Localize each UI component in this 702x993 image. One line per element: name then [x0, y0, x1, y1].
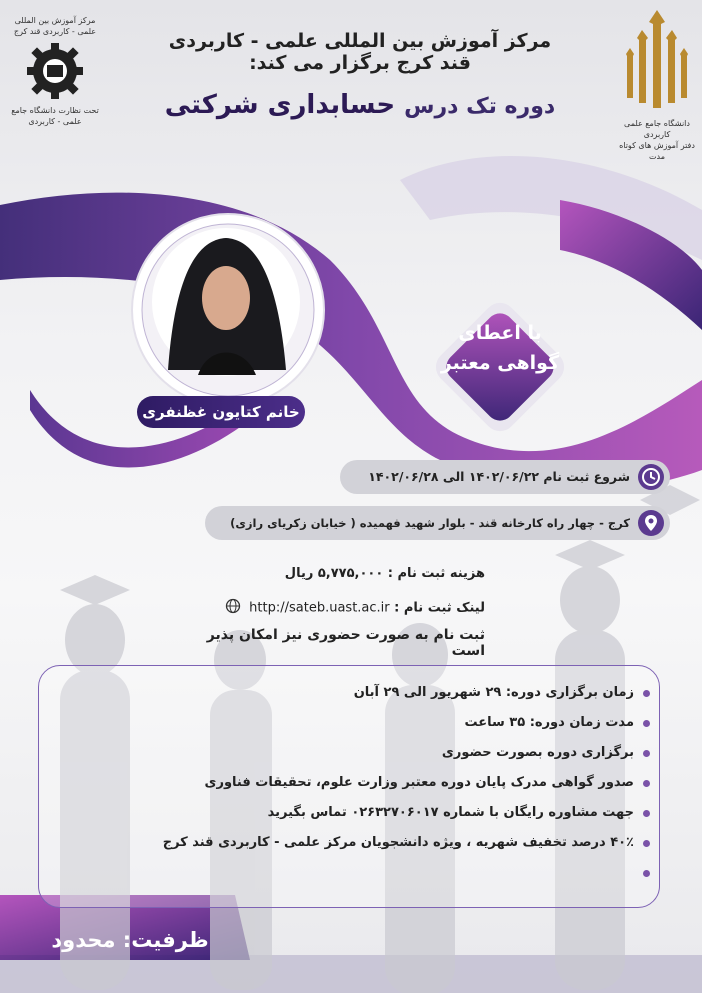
registration-link[interactable]: http://sateb.uast.ac.ir — [249, 600, 390, 616]
capacity-label: ظرفیت: محدود — [51, 928, 209, 952]
instructor-name: خانم کتایون غظنفری — [137, 396, 305, 428]
center-supervision: تحت نظارت دانشگاه جامع علمی - کاربردی — [11, 106, 99, 126]
certificate-text — [430, 318, 570, 378]
registration-link-label: لینک ثبت نام : — [394, 600, 485, 616]
details-list — [160, 678, 650, 888]
in-person-note: ثبت نام به صورت حضوری نیز امکان پذیر است — [206, 627, 485, 659]
detail-item: برگزاری دوره بصورت حضوری — [160, 738, 650, 768]
university-name-line2: دفتر آموزش های کوتاه مدت — [619, 141, 695, 161]
detail-item: جهت مشاوره رایگان با شماره ۰۲۶۳۲۷۰۶۰۱۷ تماس بگیرید — [160, 798, 650, 828]
globe-icon — [225, 598, 241, 618]
registration-fee: هزینه ثبت نام : ۵,۷۷۵,۰۰۰ ریال — [284, 566, 485, 581]
address-text: کرج - چهار راه کارخانه قند - بلوار شهید فهمیده ( خیابان زکریای رازی) — [230, 516, 630, 530]
center-name: مرکز آموزش بین المللی علمی - کاربردی قند کرج — [13, 16, 97, 36]
course-name: حسابداری شرکتی — [164, 90, 396, 120]
certificate-line1: با اعطای — [458, 322, 542, 344]
course-title — [150, 90, 570, 120]
registration-dates-text: شروع ثبت نام ۱۴۰۲/۰۶/۲۲ الی ۱۴۰۲/۰۶/۲۸ — [368, 469, 630, 484]
detail-item: ۴۰٪ درصد تخفیف شهریه ، ویژه دانشجویان مرکز علمی - کاربردی قند کرج — [160, 828, 650, 858]
gear-logo-icon — [25, 41, 85, 101]
detail-item: زمان برگزاری دوره: ۲۹ شهریور الی ۲۹ آبان — [160, 678, 650, 708]
certificate-line2: گواهی معتبر — [440, 352, 560, 374]
course-prefix: دوره تک درس — [404, 94, 556, 119]
detail-item: صدور گواهی مدرک پایان دوره معتبر وزارت علوم، تحقیقات فناوری — [160, 768, 650, 798]
clock-icon — [638, 464, 664, 490]
instructor-photo — [128, 210, 328, 410]
university-emblem-icon — [622, 8, 692, 118]
detail-item — [160, 858, 650, 888]
registration-dates — [340, 460, 670, 494]
organizer-title: مرکز آموزش بین المللی علمی - کاربردی قند کرج برگزار می کند: — [168, 30, 552, 74]
registration-link-row — [215, 598, 485, 618]
center-logo — [10, 15, 100, 127]
university-name-line1: دانشگاه جامع علمی کاربردی — [624, 119, 690, 139]
location-pin-icon — [638, 510, 664, 536]
address — [205, 506, 670, 540]
university-logo — [612, 8, 702, 162]
detail-item: مدت زمان دوره: ۳۵ ساعت — [160, 708, 650, 738]
